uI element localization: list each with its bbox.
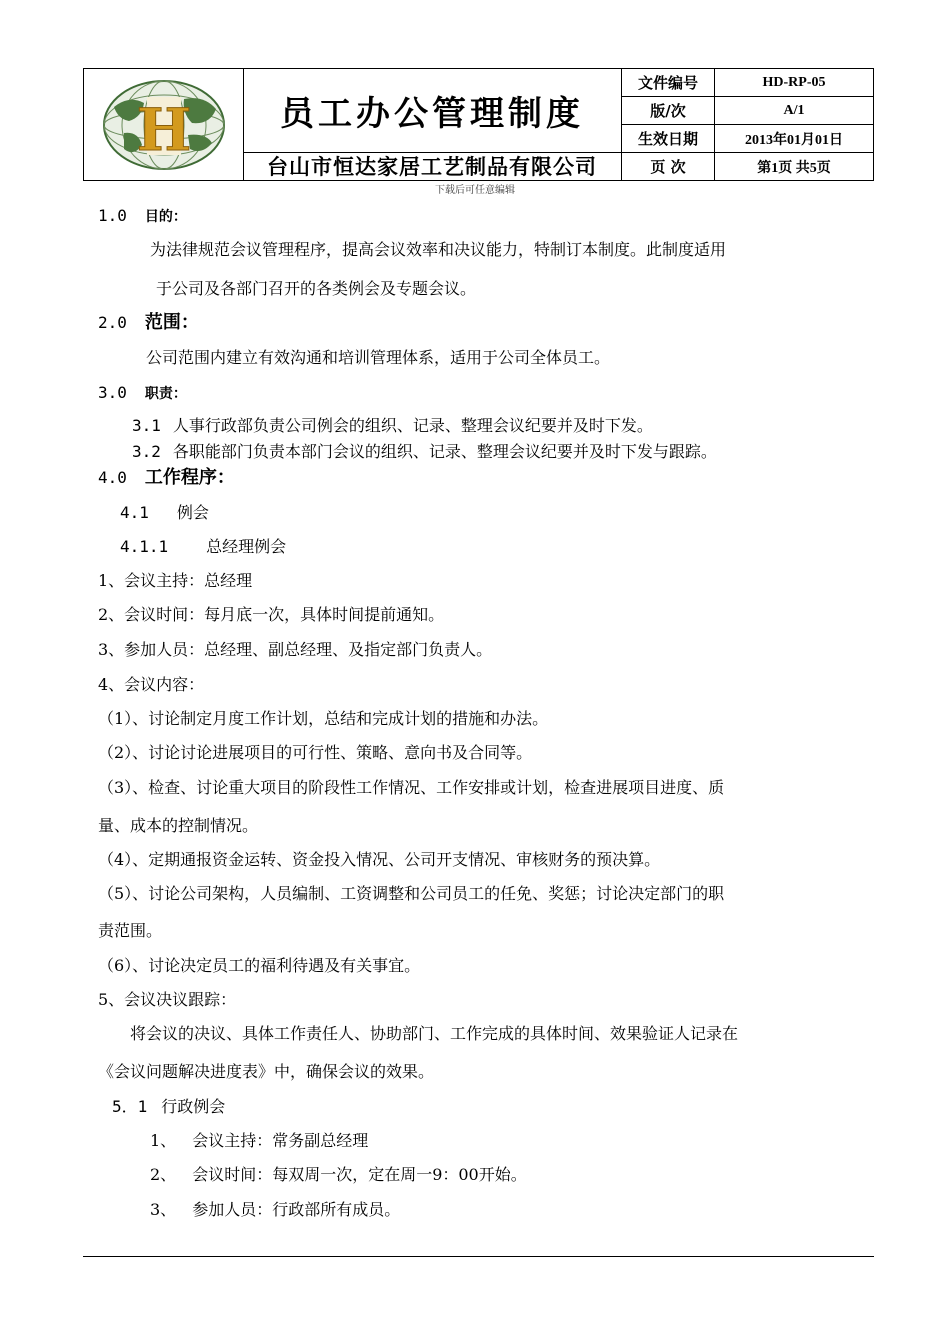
- meta-value: A/1: [783, 102, 805, 118]
- meta-key: 文件编号: [622, 69, 715, 96]
- list-item: （2）、讨论讨论进展项目的可行性、策略、意向书及合同等。: [98, 743, 533, 762]
- section-heading-procedure: 4.0 工作程序：: [98, 467, 235, 488]
- section-heading-duties: 3.0 职责：: [98, 383, 187, 402]
- duty-item: 3.2 各职能部门负责本部门会议的组织、记录、整理会议纪要并及时下发与跟踪。: [132, 442, 717, 461]
- paragraph-line: 为法律规范会议管理程序，提高会议效率和决议能力，特制订本制度。此制度适用: [150, 240, 727, 259]
- meta-value: HD-RP-05: [762, 74, 826, 90]
- footer-divider: [83, 1256, 874, 1257]
- company-logo: [84, 69, 244, 180]
- list-item: （1）、讨论制定月度工作计划，总结和完成计划的措施和办法。: [98, 709, 549, 728]
- document-header-table: [83, 68, 874, 181]
- subsection-heading: 5．1 行政例会: [112, 1097, 226, 1116]
- subsection-heading: 4.1.1 总经理例会: [120, 537, 287, 556]
- list-item: 3、 参加人员：行政部所有成员。: [150, 1200, 401, 1219]
- list-item: 2、 会议时间：每双周一次，定在周一9：00开始。: [150, 1165, 527, 1184]
- list-item: 1、 会议主持：常务副总经理: [150, 1131, 369, 1150]
- meta-key: 生效日期: [622, 125, 715, 152]
- meta-key: 页 次: [622, 153, 715, 180]
- meta-row-page: [622, 153, 873, 180]
- document-title: 员工办公管理制度: [243, 69, 622, 153]
- list-item: 3、参加人员：总经理、副总经理、及指定部门负责人。: [98, 640, 493, 659]
- meta-value: 第1页 共5页: [757, 160, 831, 176]
- section-heading-purpose: 1.0 目的：: [98, 206, 187, 225]
- company-name: 台山市恒达家居工艺制品有限公司: [243, 152, 622, 180]
- paragraph-line: 将会议的决议、具体工作责任人、协助部门、工作完成的具体时间、效果验证人记录在: [130, 1024, 739, 1043]
- paragraph-line: 《会议问题解决进度表》中，确保会议的效果。: [98, 1062, 435, 1081]
- list-item: 1、会议主持：总经理: [98, 571, 253, 590]
- meta-row-doc-number: [622, 69, 873, 97]
- list-item-continuation: 责范围。: [98, 921, 163, 940]
- list-item: 5、会议决议跟踪：: [98, 990, 237, 1009]
- meta-key: 版/次: [622, 97, 715, 124]
- logo-letter: H: [136, 96, 192, 164]
- list-item-continuation: 量、成本的控制情况。: [98, 816, 259, 835]
- list-item: （5）、讨论公司架构，人员编制、工资调整和公司员工的任免、奖惩；讨论决定部门的职: [98, 884, 725, 903]
- section-heading-scope: 2.0 范围：: [98, 312, 199, 333]
- list-item: 2、会议时间：每月底一次，具体时间提前通知。: [98, 605, 445, 624]
- duty-item: 3.1 人事行政部负责公司例会的组织、记录、整理会议纪要并及时下发。: [132, 416, 653, 435]
- paragraph-line: 公司范围内建立有效沟通和培训管理体系，适用于公司全体员工。: [146, 348, 611, 367]
- meta-row-effective-date: [622, 125, 873, 153]
- meta-row-version: [622, 97, 873, 125]
- list-item: （6）、讨论决定员工的福利待遇及有关事宜。: [98, 956, 421, 975]
- list-item: （3）、检查、讨论重大项目的阶段性工作情况、工作安排或计划，检查进展项目进度、质: [98, 778, 725, 797]
- meta-value: 2013年01月01日: [745, 132, 843, 148]
- document-meta: [622, 69, 873, 180]
- globe-logo-icon: [84, 69, 243, 180]
- list-item: （4）、定期通报资金运转、资金投入情况、公司开支情况、审核财务的预决算。: [98, 850, 661, 869]
- list-item: 4、会议内容：: [98, 675, 205, 694]
- edit-note: 下载后可任意编辑: [435, 185, 515, 196]
- subsection-heading: 4.1 例会: [120, 503, 209, 522]
- paragraph-line: 于公司及各部门召开的各类例会及专题会议。: [156, 279, 477, 298]
